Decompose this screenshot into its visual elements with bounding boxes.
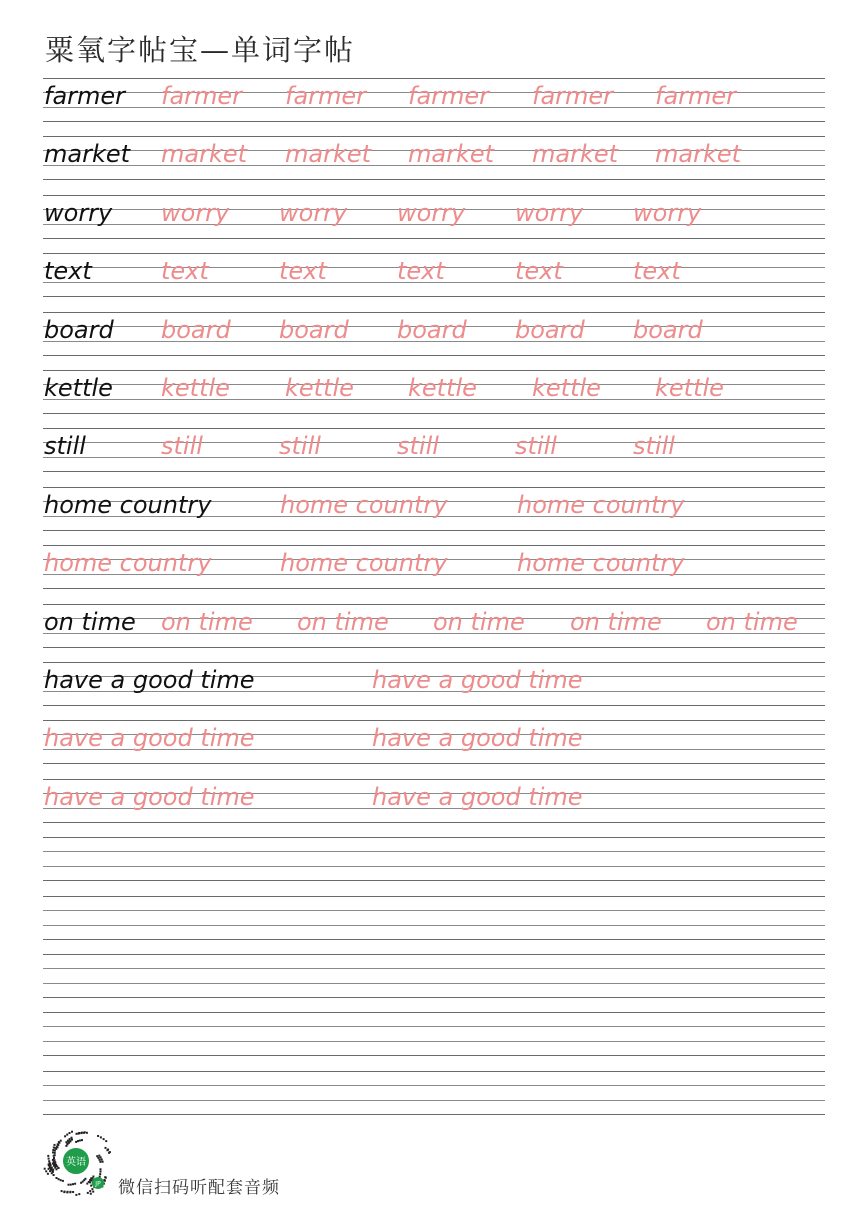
qr-badge-label: 英语 [66, 1157, 86, 1168]
qr-dot [69, 1191, 71, 1193]
trace-word: farmer [408, 82, 490, 110]
guide-line [43, 296, 825, 297]
qr-dot [88, 1181, 90, 1183]
qr-dot [106, 1149, 108, 1151]
trace-word: home country [44, 549, 212, 577]
qr-dot [75, 1194, 77, 1196]
qr-dot [71, 1137, 73, 1139]
qr-dot [81, 1132, 83, 1134]
trace-word: market [655, 140, 742, 168]
trace-word: text [397, 257, 445, 285]
qr-dot [100, 1136, 102, 1138]
trace-word: farmer [655, 82, 737, 110]
qr-dot [101, 1159, 103, 1161]
trace-word: still [515, 432, 557, 460]
trace-word: text [161, 257, 209, 285]
model-word: still [44, 432, 86, 460]
guide-line [43, 880, 825, 881]
qr-dot [56, 1177, 58, 1179]
trace-word: still [397, 432, 439, 460]
writing-line-group [43, 312, 825, 356]
trace-word: text [633, 257, 681, 285]
qr-dot [69, 1140, 71, 1142]
guide-line [43, 925, 825, 926]
qr-dot [92, 1191, 94, 1193]
trace-word: board [515, 316, 585, 344]
qr-dot [92, 1176, 94, 1178]
qr-dot [44, 1168, 46, 1170]
trace-word: on time [706, 608, 798, 636]
model-word: farmer [44, 82, 126, 110]
qr-dot [74, 1183, 76, 1185]
writing-line-group [43, 195, 825, 239]
model-word: kettle [44, 374, 113, 402]
qr-dot [105, 1140, 107, 1142]
qr-dot [68, 1184, 70, 1186]
writing-line-group [43, 487, 825, 531]
guide-line [43, 1026, 825, 1027]
qr-dot [52, 1159, 54, 1161]
qr-dot [69, 1138, 71, 1140]
trace-word: market [408, 140, 495, 168]
trace-word: home country [517, 549, 685, 577]
trace-word: board [279, 316, 349, 344]
trace-word: board [161, 316, 231, 344]
guide-line [43, 837, 825, 838]
qr-dot [91, 1188, 93, 1190]
trace-word: worry [279, 199, 348, 227]
qr-dot [64, 1135, 66, 1137]
trace-word: on time [570, 608, 662, 636]
guide-line [43, 968, 825, 969]
trace-word: kettle [285, 374, 354, 402]
qr-dot [100, 1171, 102, 1173]
guide-line [43, 997, 825, 998]
qr-dot [45, 1170, 47, 1172]
guide-line [43, 428, 825, 429]
writing-line-group [43, 1012, 825, 1056]
trace-word: board [397, 316, 467, 344]
qr-dot [100, 1168, 102, 1170]
qr-dot [53, 1174, 55, 1176]
trace-word: have a good time [372, 666, 583, 694]
trace-word: kettle [408, 374, 477, 402]
guide-line [43, 545, 825, 546]
qr-dot [47, 1155, 49, 1157]
guide-line [43, 822, 825, 823]
qr-dot [66, 1134, 68, 1136]
guide-line [43, 954, 825, 955]
trace-word: still [279, 432, 321, 460]
guide-line [43, 471, 825, 472]
guide-line [43, 1012, 825, 1013]
trace-word: worry [515, 199, 584, 227]
qr-dot [50, 1169, 52, 1171]
writing-line-group [43, 779, 825, 823]
trace-word: still [633, 432, 675, 460]
qr-dot [90, 1177, 92, 1179]
trace-word: text [279, 257, 327, 285]
writing-line-group [43, 954, 825, 998]
qr-dot [51, 1167, 53, 1169]
model-word: home country [44, 491, 212, 519]
guide-line [43, 413, 825, 414]
trace-word: market [161, 140, 248, 168]
qr-dot [86, 1183, 88, 1185]
qr-dot [72, 1183, 74, 1185]
guide-line [43, 604, 825, 605]
guide-line [43, 355, 825, 356]
guide-line [43, 720, 825, 721]
qr-dot [60, 1140, 62, 1142]
trace-word: kettle [161, 374, 230, 402]
trace-word: have a good time [44, 783, 255, 811]
qr-dot [78, 1193, 80, 1195]
practice-sheet [43, 0, 825, 1227]
guide-line [43, 662, 825, 663]
qr-dot [50, 1164, 52, 1166]
qr-dot [58, 1142, 60, 1144]
writing-line-group [43, 253, 825, 297]
qr-dot [48, 1158, 50, 1160]
qr-dot [52, 1169, 54, 1171]
qr-dot [54, 1154, 56, 1156]
trace-word: still [161, 432, 203, 460]
guide-line [43, 1100, 825, 1101]
qr-dot [99, 1161, 101, 1163]
trace-word: farmer [161, 82, 243, 110]
qr-dot [86, 1132, 88, 1134]
qr-dot [99, 1159, 101, 1161]
qr-dot [56, 1168, 58, 1170]
writing-line-group [43, 136, 825, 180]
qr-dot [96, 1155, 98, 1157]
qr-dot [105, 1147, 107, 1149]
trace-word: text [515, 257, 563, 285]
writing-line-group [43, 428, 825, 472]
guide-line [43, 195, 825, 196]
qr-dot [67, 1140, 69, 1142]
qr-dot [55, 1164, 57, 1166]
guide-line [43, 1055, 825, 1056]
trace-word: farmer [532, 82, 614, 110]
guide-line [43, 910, 825, 911]
trace-word: worry [633, 199, 702, 227]
guide-line [43, 647, 825, 648]
guide-line [43, 866, 825, 867]
guide-line [43, 78, 825, 79]
qr-dot [70, 1184, 72, 1186]
qr-dot [90, 1193, 92, 1195]
writing-line-group [43, 545, 825, 589]
qr-dot [54, 1150, 56, 1152]
qr-dot [47, 1173, 49, 1175]
qr-dot [62, 1180, 64, 1182]
trace-word: home country [517, 491, 685, 519]
qr-dot [69, 1132, 71, 1134]
guide-line [43, 136, 825, 137]
qr-dot [89, 1190, 91, 1192]
trace-word: on time [297, 608, 389, 636]
trace-word: market [532, 140, 619, 168]
qr-dot [97, 1135, 99, 1137]
guide-line [43, 1071, 825, 1072]
guide-line [43, 121, 825, 122]
qr-dot [57, 1146, 59, 1148]
qr-dot [57, 1144, 59, 1146]
qr-dot [54, 1162, 56, 1164]
qr-dot [104, 1180, 106, 1182]
trace-word: kettle [532, 374, 601, 402]
writing-line-group [43, 720, 825, 764]
trace-word: worry [161, 199, 230, 227]
qr-dot [58, 1178, 60, 1180]
qr-dot [72, 1191, 74, 1193]
qr-dot [71, 1131, 73, 1133]
qr-dot [97, 1157, 99, 1159]
qr-dot [56, 1166, 58, 1168]
guide-line [43, 896, 825, 897]
guide-line [43, 588, 825, 589]
qr-code-icon[interactable] [41, 1126, 111, 1196]
qr-dot [79, 1140, 81, 1142]
writing-line-group [43, 1071, 825, 1115]
qr-dot [90, 1185, 92, 1187]
model-word: text [44, 257, 92, 285]
model-word: board [44, 316, 114, 344]
qr-dot [49, 1162, 51, 1164]
writing-line-group [43, 662, 825, 706]
guide-line [43, 983, 825, 984]
qr-dot [108, 1152, 110, 1154]
qr-dot [53, 1157, 55, 1159]
guide-line [43, 763, 825, 764]
model-word: worry [44, 199, 113, 227]
qr-dot [89, 1179, 91, 1181]
guide-line [43, 1085, 825, 1086]
writing-line-group [43, 896, 825, 940]
qr-dot [77, 1140, 79, 1142]
qr-dot [100, 1156, 102, 1158]
qr-dot [61, 1190, 63, 1192]
qr-dot [76, 1133, 78, 1135]
guide-line [43, 370, 825, 371]
trace-word: on time [433, 608, 525, 636]
trace-word: worry [397, 199, 466, 227]
qr-dot [102, 1161, 104, 1163]
guide-line [43, 779, 825, 780]
qr-dot [75, 1141, 77, 1143]
trace-word: board [633, 316, 703, 344]
qr-dot [98, 1155, 100, 1157]
guide-line [43, 939, 825, 940]
qr-small-badge: JP [95, 1180, 101, 1188]
guide-line [43, 851, 825, 852]
qr-dot [87, 1192, 89, 1194]
trace-word: home country [280, 491, 448, 519]
guide-line [43, 238, 825, 239]
trace-word: kettle [655, 374, 724, 402]
guide-line [43, 1114, 825, 1115]
writing-line-group [43, 837, 825, 881]
qr-dot [49, 1167, 51, 1169]
trace-word: market [285, 140, 372, 168]
guide-line [43, 705, 825, 706]
trace-word: have a good time [44, 724, 255, 752]
guide-line [43, 530, 825, 531]
qr-dot [54, 1152, 56, 1154]
trace-word: have a good time [372, 724, 583, 752]
guide-line [43, 253, 825, 254]
model-word: have a good time [44, 666, 255, 694]
guide-line [43, 487, 825, 488]
qr-dot [71, 1139, 73, 1141]
page-title: 粟氧字帖宝—单词字帖 [45, 33, 356, 67]
qr-dot [48, 1160, 50, 1162]
qr-dot [52, 1171, 54, 1173]
footer-caption: 微信扫码听配套音频 [118, 1178, 280, 1198]
qr-dot [80, 1182, 82, 1184]
model-word: market [44, 140, 131, 168]
qr-dot [63, 1191, 65, 1193]
writing-line-group [43, 604, 825, 648]
trace-word: home country [280, 549, 448, 577]
guide-line [43, 1041, 825, 1042]
qr-dot [84, 1131, 86, 1133]
qr-dot [78, 1132, 80, 1134]
qr-dot [103, 1138, 105, 1140]
trace-word: farmer [285, 82, 367, 110]
qr-dot [81, 1139, 83, 1141]
guide-line [43, 312, 825, 313]
footer [41, 1126, 341, 1198]
trace-word: on time [161, 608, 253, 636]
qr-dot [99, 1173, 101, 1175]
qr-dot [54, 1147, 56, 1149]
trace-word: have a good time [372, 783, 583, 811]
writing-line-group [43, 78, 825, 122]
qr-dot [54, 1144, 56, 1146]
qr-dot [60, 1179, 62, 1181]
guide-line [43, 179, 825, 180]
writing-line-group [43, 370, 825, 414]
qr-dot [105, 1177, 107, 1179]
model-word: on time [44, 608, 136, 636]
qr-dot [66, 1191, 68, 1193]
